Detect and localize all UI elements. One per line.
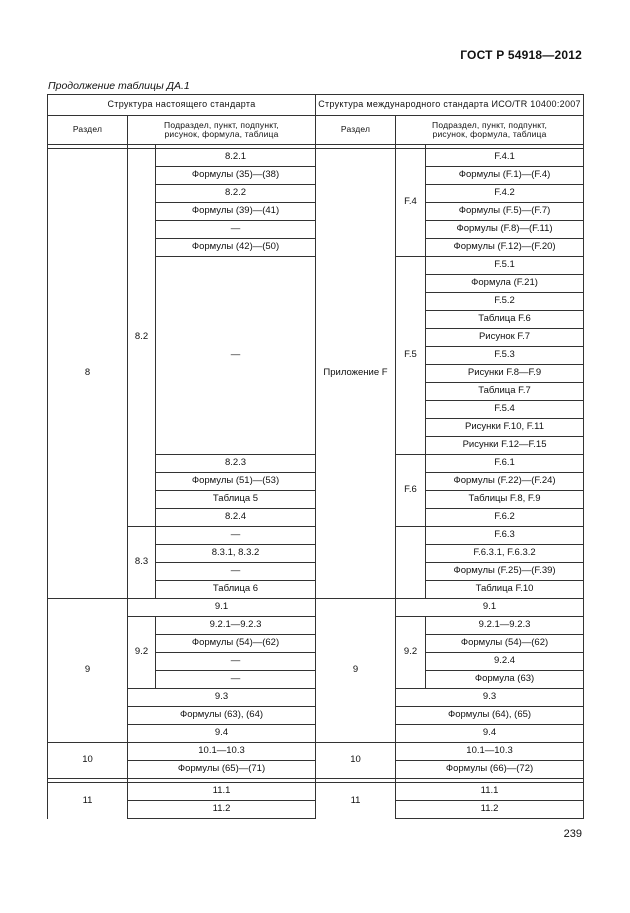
table-cell: 8.3.1, 8.3.2 bbox=[156, 545, 316, 563]
table-cell: 8.2.3 bbox=[156, 455, 316, 473]
table-cell: Формулы (35)—(38) bbox=[156, 167, 316, 185]
table-cell: Таблицы F.8, F.9 bbox=[426, 491, 584, 509]
table-cell: Формулы (F.25)—(F.39) bbox=[426, 563, 584, 581]
table-cell: Таблица F.7 bbox=[426, 383, 584, 401]
table-cell: Формулы (63), (64) bbox=[128, 707, 316, 725]
table-cell: — bbox=[156, 563, 316, 581]
table-cell: 9.1 bbox=[128, 599, 316, 617]
table-cell: F.6.3 bbox=[426, 527, 584, 545]
table-cell: Рисунки F.10, F.11 bbox=[426, 419, 584, 437]
table-cell: Формула (63) bbox=[426, 671, 584, 689]
section-10-right-cell: 10 bbox=[316, 743, 396, 779]
table-cell: 9.2.1—9.2.3 bbox=[426, 617, 584, 635]
left-subsection-header: Подраздел, пункт, подпункт, рисунок, формула, таблица bbox=[128, 116, 316, 145]
right-section-header: Раздел bbox=[316, 116, 396, 145]
table-row bbox=[48, 743, 584, 761]
table-cell: Формулы (66)—(72) bbox=[396, 761, 584, 779]
section-11-right-cell: 11 bbox=[316, 783, 396, 819]
table-cell: F.5.3 bbox=[426, 347, 584, 365]
continuation-title: Продолжение таблицы ДА.1 bbox=[48, 80, 190, 92]
table-cell: 9.1 bbox=[396, 599, 584, 617]
table-cell: Формула (F.21) bbox=[426, 275, 584, 293]
section-11-left-cell: 11 bbox=[48, 783, 128, 819]
table-cell: Рисунки F.12—F.15 bbox=[426, 437, 584, 455]
table-cell: F.5.4 bbox=[426, 401, 584, 419]
right-structure-header: Структура международного стандарта ИСО/TR 10400:2007 bbox=[316, 95, 584, 116]
table-cell: F.6.1 bbox=[426, 455, 584, 473]
table-cell: 10.1—10.3 bbox=[128, 743, 316, 761]
table-cell: F.5.1 bbox=[426, 257, 584, 275]
table-cell: Формулы (64), (65) bbox=[396, 707, 584, 725]
table-cell: Формулы (F.5)—(F.7) bbox=[426, 203, 584, 221]
page-header: ГОСТ Р 54918—2012 bbox=[460, 48, 582, 62]
section-8-cell: 8 bbox=[48, 149, 128, 599]
table-cell: Таблица F.10 bbox=[426, 581, 584, 599]
table-cell: 8.2.2 bbox=[156, 185, 316, 203]
table-row bbox=[48, 783, 584, 801]
left-section-header: Раздел bbox=[48, 116, 128, 145]
appendix-f-cell: Приложение F bbox=[316, 149, 396, 599]
table-cell: Формулы (42)—(50) bbox=[156, 239, 316, 257]
table-cell: 9.2.1—9.2.3 bbox=[156, 617, 316, 635]
table-cell: — bbox=[156, 221, 316, 239]
section-9-left-cell: 9 bbox=[48, 599, 128, 743]
table-header-row bbox=[48, 95, 584, 116]
table-cell: F.6.3.1, F.6.3.2 bbox=[426, 545, 584, 563]
table-cell: 11.1 bbox=[128, 783, 316, 801]
table-cell: F.4.1 bbox=[426, 149, 584, 167]
table-subheader-row bbox=[48, 116, 584, 145]
table-cell: Рисунок F.7 bbox=[426, 329, 584, 347]
table-cell: Формулы (54)—(62) bbox=[426, 635, 584, 653]
section-10-left-cell: 10 bbox=[48, 743, 128, 779]
table-cell: 10.1—10.3 bbox=[396, 743, 584, 761]
table-cell: F.5.2 bbox=[426, 293, 584, 311]
table-cell: Формулы (65)—(71) bbox=[128, 761, 316, 779]
table-cell: 8.2.1 bbox=[156, 149, 316, 167]
table-cell: 11.1 bbox=[396, 783, 584, 801]
table-cell: Формулы (F.1)—(F.4) bbox=[426, 167, 584, 185]
table-cell: Формулы (F.12)—(F.20) bbox=[426, 239, 584, 257]
empty-cell bbox=[396, 527, 426, 599]
table-cell: — bbox=[156, 257, 316, 455]
table-cell: 9.4 bbox=[128, 725, 316, 743]
table-cell: 9.2.4 bbox=[426, 653, 584, 671]
table-cell: 8.2.4 bbox=[156, 509, 316, 527]
table-row bbox=[48, 149, 584, 167]
table-cell: 9.4 bbox=[396, 725, 584, 743]
table-row bbox=[48, 599, 584, 617]
table-cell: F.6.2 bbox=[426, 509, 584, 527]
table-cell: Таблица 5 bbox=[156, 491, 316, 509]
table-cell: 9.3 bbox=[396, 689, 584, 707]
table-cell: Формулы (54)—(62) bbox=[156, 635, 316, 653]
right-subsection-header: Подраздел, пункт, подпункт, рисунок, формула, таблица bbox=[396, 116, 584, 145]
subsection-f5-cell: F.5 bbox=[396, 257, 426, 455]
table-cell: 9.3 bbox=[128, 689, 316, 707]
table-cell: Формулы (51)—(53) bbox=[156, 473, 316, 491]
section-9-right-cell: 9 bbox=[316, 599, 396, 743]
table-cell: Таблица 6 bbox=[156, 581, 316, 599]
table-cell: Формулы (F.8)—(F.11) bbox=[426, 221, 584, 239]
correspondence-table bbox=[47, 94, 584, 819]
left-structure-header: Структура настоящего стандарта bbox=[48, 95, 316, 116]
table-cell: Формулы (39)—(41) bbox=[156, 203, 316, 221]
table-cell: — bbox=[156, 671, 316, 689]
table-cell: F.4.2 bbox=[426, 185, 584, 203]
table-cell: 11.2 bbox=[396, 801, 584, 819]
table-cell: 11.2 bbox=[128, 801, 316, 819]
subsection-f4-cell: F.4 bbox=[396, 149, 426, 257]
table-cell: Таблица F.6 bbox=[426, 311, 584, 329]
table-cell: — bbox=[156, 527, 316, 545]
subsection-f6-cell: F.6 bbox=[396, 455, 426, 527]
subsection-8-3-cell: 8.3 bbox=[128, 527, 156, 599]
table-cell: — bbox=[156, 653, 316, 671]
table-cell: Формулы (F.22)—(F.24) bbox=[426, 473, 584, 491]
table-cell: Рисунки F.8—F.9 bbox=[426, 365, 584, 383]
subsection-9-2-right-cell: 9.2 bbox=[396, 617, 426, 689]
subsection-8-2-cell: 8.2 bbox=[128, 149, 156, 527]
page-number: 239 bbox=[563, 828, 582, 840]
subsection-9-2-left-cell: 9.2 bbox=[128, 617, 156, 689]
